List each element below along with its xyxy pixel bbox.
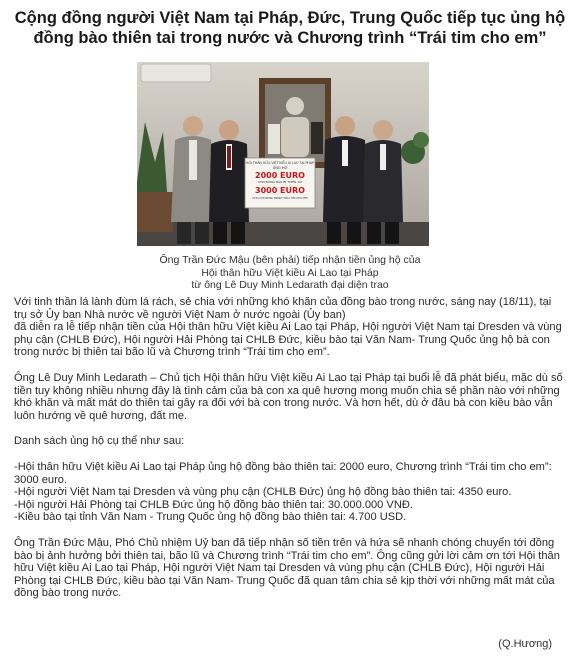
sign-amount2: 3000 EURO [255, 186, 305, 195]
caption-line: từ ông Lê Duy Minh Ledarath đại diện trao [191, 279, 389, 291]
sign-amount1: 2000 EURO [255, 171, 305, 180]
author-signature: (Q.Hương) [498, 638, 552, 650]
caption-line: Hội thân hữu Việt kiều Ai Lao tại Pháp [201, 266, 379, 279]
donation-sign [245, 158, 315, 208]
paragraph-intro-cont: đã diễn ra lễ tiếp nhận tiền của Hội thân hữu Việt kiều Ai Lao tại Pháp, Hội người Việt Nam tại Dresden và vùng phụ cận (CHLB Đức), Hội người Hải Phòng tại CHLB Đức, kiều bào tại Văn Nam- Trung Quốc ủng hộ bà con trong nước bị thiên tai bão lũ và Chương trình “Trái tim cho em”. [14, 321, 562, 359]
sign-line4: CHO CHƯƠNG TRÌNH TRÁI TIM CHO EM [252, 196, 308, 200]
caption-line: Ông Trần Đức Mậu (bên phải) tiếp nhận tiền ủng hộ của [159, 254, 421, 266]
ceremony-photo [137, 62, 429, 246]
donation-item: -Hội người Hải Phòng tại CHLB Đức ủng hộ đồng bào thiên tai: 30.000.000 VNĐ. [14, 498, 413, 511]
donation-item: -Hội thân hữu Việt kiều Ai Lao tại Pháp ủng hộ đồng bào thiên tai: 2000 euro, Chương trình “Trái tim cho em”: 3000 euro. [14, 460, 552, 486]
paragraph-speech: Ông Lê Duy Minh Ledarath – Chủ tịch Hội thân hữu Việt kiều Ai Lao tại Pháp tại buổi lễ đã phát biểu, mặc dù số tiền tuy không nhiều nhưng đây là tình cảm của bà con xa quê hương mong muốn chia sẻ phần nào với những khó khăn và mất mát do thiên tai gây ra đối với bà con trong nước. Và hơn hết, dù ở đâu bà con kiều bào vẫn luôn hướng về quê hương, đất mẹ. [14, 371, 563, 422]
article-body [14, 296, 566, 600]
sign-line3: CHO ĐỒNG BÀO BỊ THIÊN TAI [258, 180, 302, 184]
paragraph-closing: Ông Trần Đức Mậu, Phó Chủ nhiệm Uỷ ban đã tiếp nhận số tiền trên và hứa sẽ nhanh chóng chuyển tới đồng bào bị ảnh hưởng bởi thiên tai, bão lũ và Chương trình “Trái tim cho em”. Ông cũng gửi lời cảm ơn tới Hội thân hữu Việt kiều Ai Lao tại Pháp, Hội người Việt Nam tại Dresden và vùng phụ cận (CHLB Đức), Hội người Hải Phòng tại CHLB Đức, kiều bào tại Văn Nam- Trung Quốc đã quan tâm chia sẻ kịp thời với những mất mát của đồng bào trong nước. [14, 536, 560, 600]
donation-list-heading: Danh sách ủng hộ cụ thể như sau: [14, 435, 185, 448]
article-title: Cộng đồng người Việt Nam tại Pháp, Đức, Trung Quốc tiếp tục ủng hộ đồng bào thiên tai trong nước và Chương trình “Trái tim cho em” [14, 9, 566, 47]
sign-line1: HỘI THÂN HỮU VIỆT KIỀU AI LAO TẠI PHÁP [246, 161, 314, 165]
sign-line2: ỦNG HỘ [272, 166, 288, 170]
paragraph-intro: Với tinh thần lá lành đùm lá rách, sẻ chia với những khó khăn của đồng bào trong nước, sáng nay (18/11), tại trụ sở Ủy ban Nhà nước về người Việt Nam ở nước ngoài (Ủy ban) [14, 296, 552, 321]
donation-item: -Kiều bào tại tỉnh Văn Nam - Trung Quốc ủng hộ đồng bào thiên tai: 4.700 USD. [14, 511, 407, 524]
donation-item: -Hội người Việt Nam tại Dresden và vùng phụ cận (CHLB Đức) ủng hộ đồng bào thiên tai: 4350 euro. [14, 486, 512, 499]
photo-caption [130, 254, 450, 292]
